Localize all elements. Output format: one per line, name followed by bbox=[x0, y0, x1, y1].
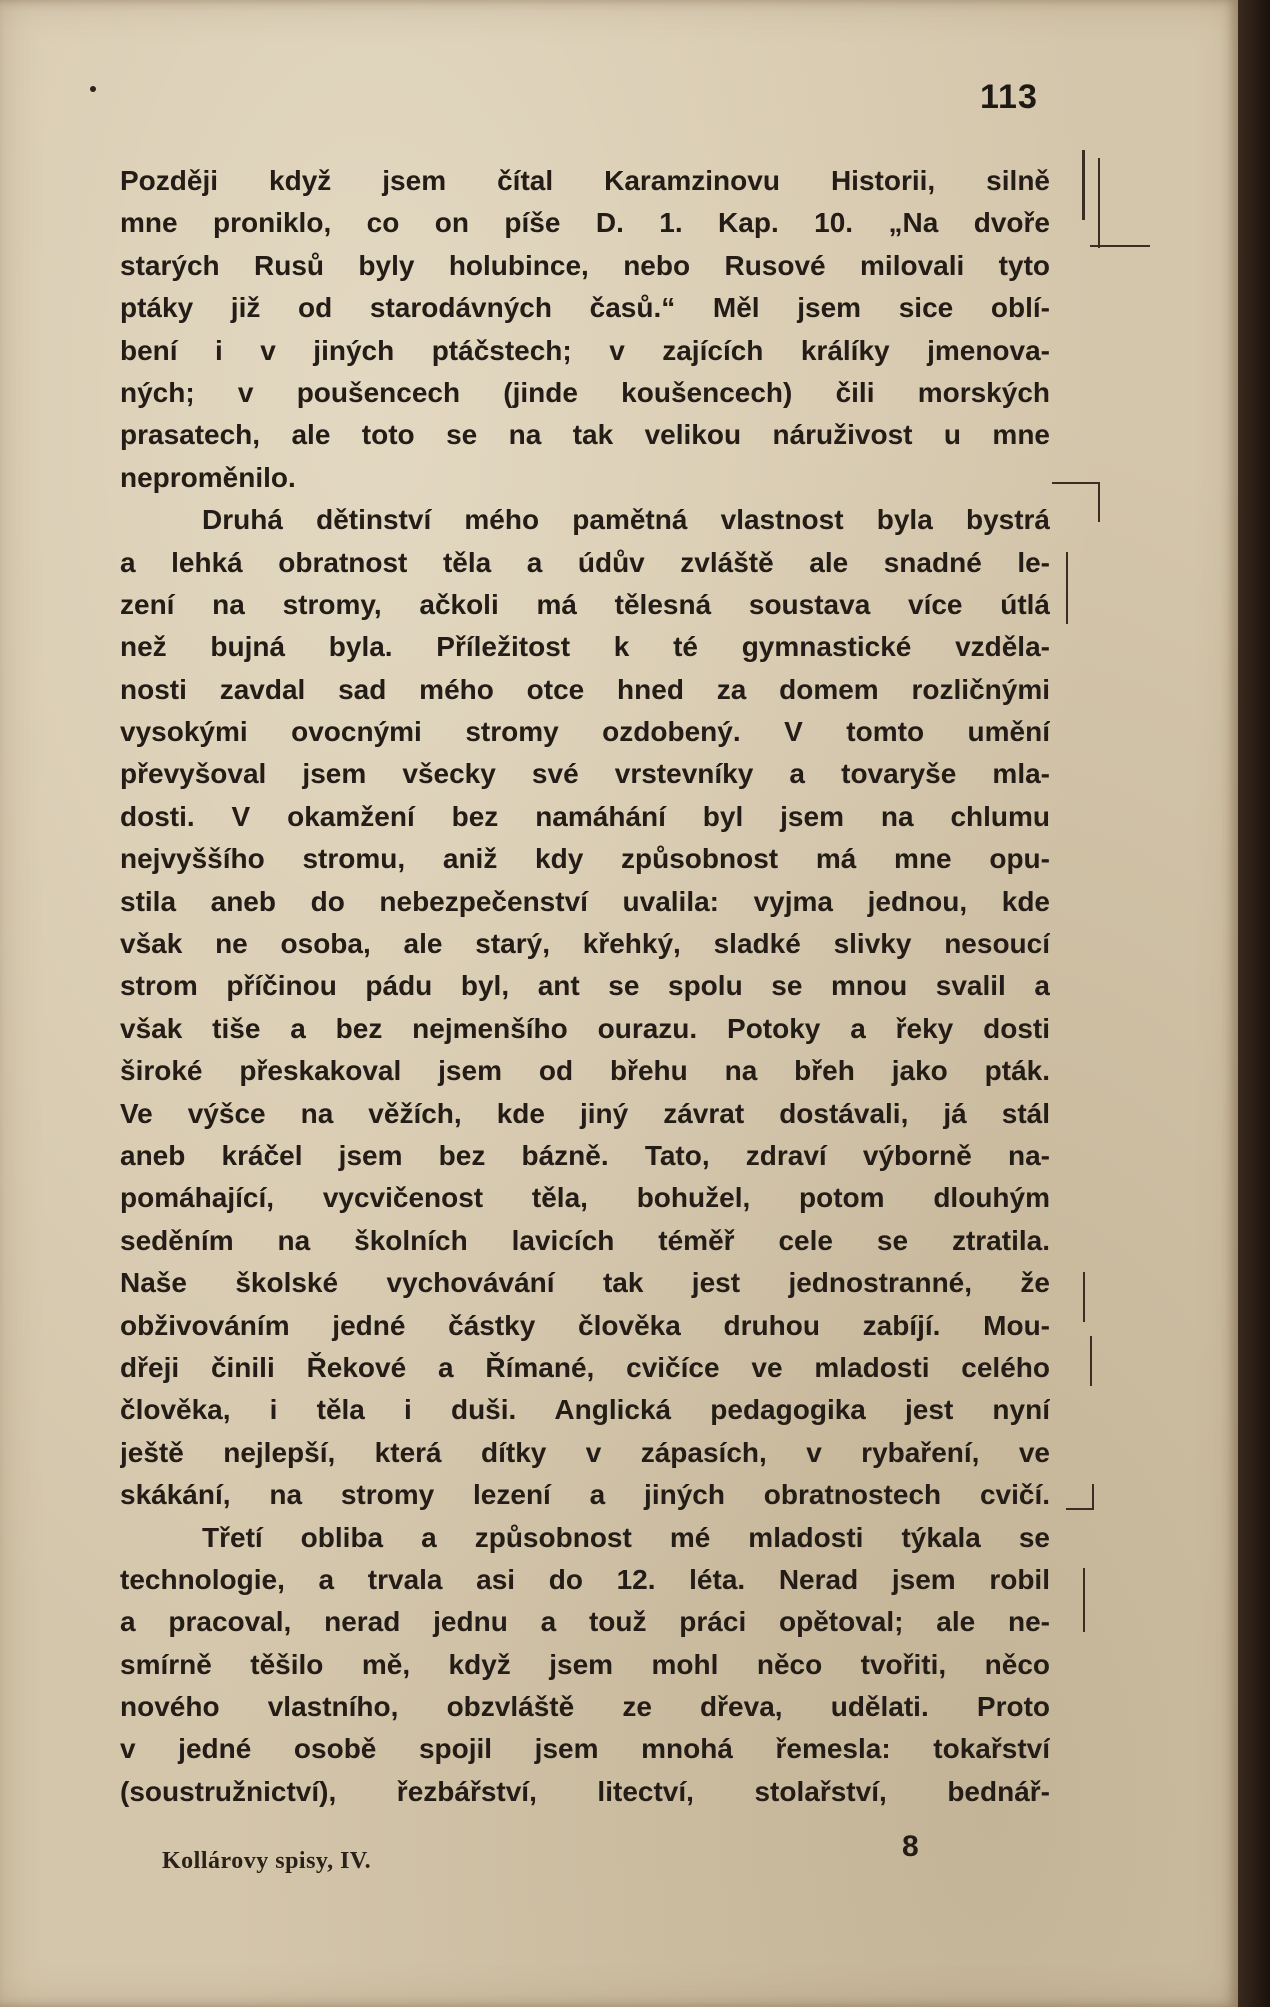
margin-mark bbox=[1082, 150, 1085, 220]
text-line: nového vlastního, obzvláště ze dřeva, udělati. Proto bbox=[120, 1691, 1050, 1723]
ink-speck bbox=[90, 86, 96, 92]
text-line: prasatech, ale toto se na tak velikou náruživost u mne bbox=[120, 419, 1050, 451]
text-line: aneb kráčel jsem bez bázně. Tato, zdraví výborně na- bbox=[120, 1139, 1050, 1171]
text-line: smírně těšilo mě, když jsem mohl něco tvořiti, něco bbox=[120, 1648, 1050, 1680]
text-line: ných; v poušencech (jinde koušencech) čili morských bbox=[120, 376, 1050, 408]
body-text bbox=[120, 160, 1050, 1813]
margin-mark bbox=[1098, 482, 1100, 522]
text-line: dřeji činili Řekové a Římané, cvičíce ve mladosti celého bbox=[120, 1351, 1050, 1383]
text-line: nejvyššího stromu, aniž kdy způsobnost má mne opu- bbox=[120, 843, 1050, 875]
text-line: v jedné osobě spojil jsem mnohá řemesla: tokařství bbox=[120, 1733, 1050, 1765]
text-line: člověka, i těla i duši. Anglická pedagogika jest nyní bbox=[120, 1394, 1050, 1426]
text-line: ještě nejlepší, která dítky v zápasích, v rybaření, ve bbox=[120, 1436, 1050, 1468]
signature-mark: 8 bbox=[902, 1830, 919, 1863]
text-line: strom příčinou pádu byl, ant se spolu se mnou svalil a bbox=[120, 970, 1050, 1002]
text-line: Třetí obliba a způsobnost mé mladosti týkala se bbox=[202, 1521, 1050, 1553]
text-line: dosti. V okamžení bez namáhání byl jsem na chlumu bbox=[120, 800, 1050, 832]
text-line: starých Rusů byly holubince, nebo Rusové milovali tyto bbox=[120, 249, 1050, 281]
text-line: neproměnilo. bbox=[120, 461, 296, 493]
text-line: (soustružnictví), řezbářství, litectví, stolařství, bednář- bbox=[120, 1775, 1050, 1807]
text-line: obživováním jedné částky člověka druhou zabíjí. Mou- bbox=[120, 1309, 1050, 1341]
text-line: technologie, a trvala asi do 12. léta. Nerad jsem robil bbox=[120, 1563, 1050, 1595]
text-line: Druhá dětinství mého pamětná vlastnost byla bystrá bbox=[202, 504, 1050, 536]
text-line: vysokými ovocnými stromy ozdobený. V tomto umění bbox=[120, 716, 1050, 748]
margin-mark bbox=[1052, 482, 1100, 484]
text-line: seděním na školních lavicích téměř cele se ztratila. bbox=[120, 1224, 1050, 1256]
margin-mark bbox=[1092, 1484, 1094, 1510]
text-line: převyšoval jsem všecky své vrstevníky a tovaryše mla- bbox=[120, 758, 1050, 790]
text-line: a pracoval, nerad jednu a touž práci opětoval; ale ne- bbox=[120, 1606, 1050, 1638]
margin-mark bbox=[1083, 1568, 1085, 1632]
text-line: pomáhající, vycvičenost těla, bohužel, potom dlouhým bbox=[120, 1182, 1050, 1214]
margin-mark bbox=[1083, 1272, 1085, 1322]
margin-mark bbox=[1090, 1336, 1092, 1386]
text-line: široké přeskakoval jsem od břehu na břeh jako pták. bbox=[120, 1055, 1050, 1087]
book-spine bbox=[1238, 0, 1270, 2007]
page-number: 113 bbox=[980, 78, 1038, 116]
text-line: však tiše a bez nejmenšího ourazu. Potoky a řeky dosti bbox=[120, 1012, 1050, 1044]
text-line: však ne osoba, ale starý, křehký, sladké slivky nesoucí bbox=[120, 928, 1050, 960]
text-line: než bujná byla. Příležitost k té gymnastické vzděla- bbox=[120, 631, 1050, 663]
margin-mark bbox=[1066, 552, 1068, 624]
margin-mark bbox=[1066, 1508, 1094, 1510]
footer-imprint: Kollárovy spisy, IV. bbox=[162, 1848, 372, 1874]
text-line: stila aneb do nebezpečenství uvalila: vyjma jednou, kde bbox=[120, 885, 1050, 917]
text-line: mne proniklo, co on píše D. 1. Kap. 10. „Na dvoře bbox=[120, 207, 1050, 239]
margin-mark bbox=[1098, 158, 1100, 248]
text-line: bení i v jiných ptáčstech; v zajících králíky jmenova- bbox=[120, 334, 1050, 366]
text-line: ptáky již od starodávných časů.“ Měl jsem sice oblí- bbox=[120, 292, 1050, 324]
text-line: nosti zavdal sad mého otce hned za domem rozličnými bbox=[120, 673, 1050, 705]
text-line: Naše školské vychovávání tak jest jednostranné, že bbox=[120, 1267, 1050, 1299]
text-line: Ve výšce na věžích, kde jiný závrat dostávali, já stál bbox=[120, 1097, 1050, 1129]
text-line: zení na stromy, ačkoli má tělesná soustava více útlá bbox=[120, 588, 1050, 620]
text-line: a lehká obratnost těla a údův zvláště ale snadné le- bbox=[120, 546, 1050, 578]
text-line: Později když jsem čítal Karamzinovu Historii, silně bbox=[120, 165, 1050, 196]
text-line: skákání, na stromy lezení a jiných obratnostech cvičí. bbox=[120, 1479, 1050, 1511]
